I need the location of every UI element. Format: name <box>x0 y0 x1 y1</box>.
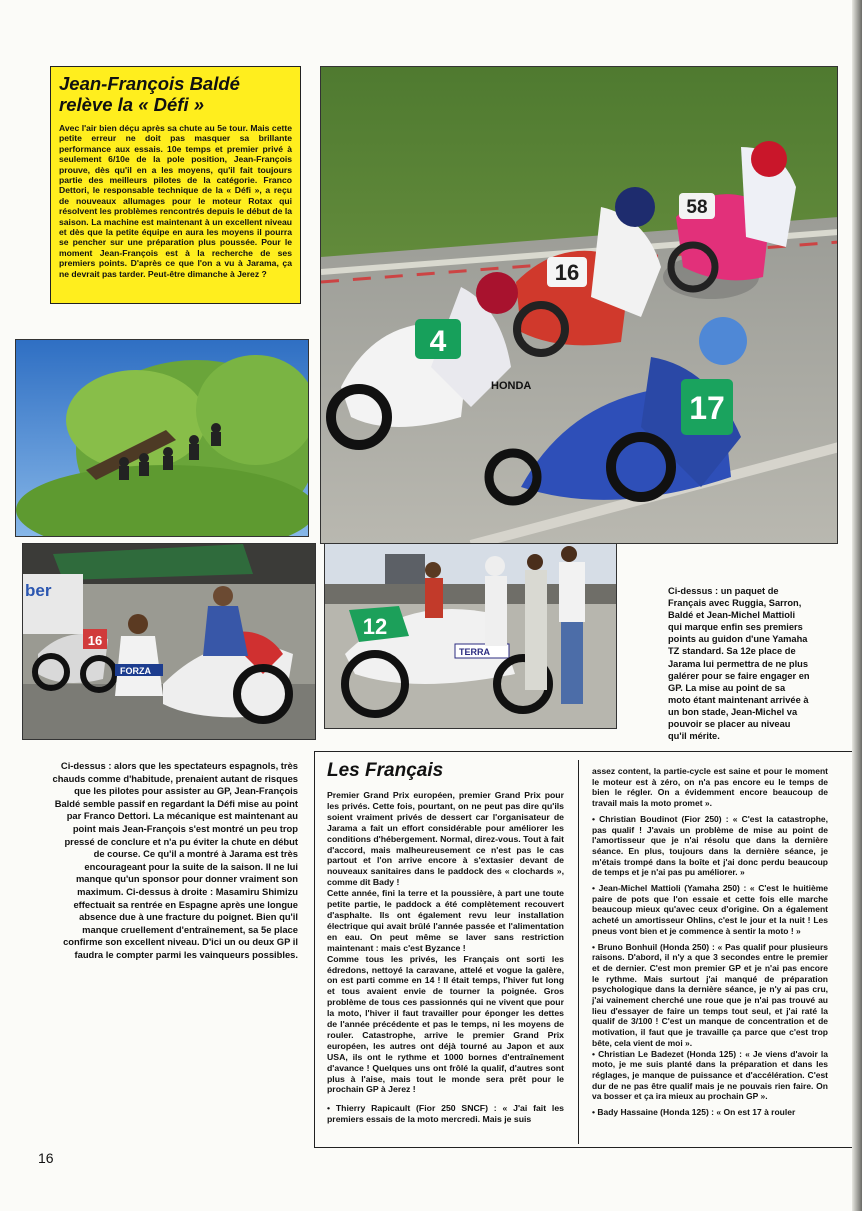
pit-photo-defi-image <box>23 544 316 740</box>
article-divider <box>578 760 579 1144</box>
sidebar-title-line1: Jean-François Baldé <box>59 73 240 94</box>
pit-sign-forza: FORZA <box>120 666 151 676</box>
article-col2-para-1: assez content, la partie-cycle est saine et pour le moment le moteur est à zéro, on n'a pas encore eu le temps de bien le régler. On a évidemment encore beaucoup de travail mais la moto promet ». <box>592 766 828 809</box>
pit-number-16: 16 <box>87 633 103 648</box>
caption-left: Ci-dessus : alors que les spectateurs espagnols, très chauds comme d'habitude, prenaient autant de risques que les pilotes pour assister au GP, Jean-François Baldé semble passif en regardant la Défi mise au point par Franco Dettori. La mécanique est maintenant au point mais Jean-François s'est montré un peu trop pressé de conclure et n'a pu éviter la chute en début de course. Ce qu'il a montré à Jarama est très encourageant pour la suite de la saison. Il ne lui manque qu'un sponsor pour donner vraiment son maximum. Ci-dessus à droite : Masamiru Shimizu effectuait sa rentrée en Espagne après une longue absence due à une fracture du poignet. Bien qu'il manque cruellement d'entraînement, sa 5e place confirme son excellent niveau. D'ici un ou deux GP il faudra le compter parmi les vainqueurs possibles. <box>52 760 298 960</box>
race-number-58: 58 <box>686 197 708 218</box>
article-col1-para-2: Cette année, fini la terre et la poussière, à part une toute petite partie, le paddock a été complètement recouvert d'asphalte. Ils ont également revu leur installation électrique qui avait brûlé l'année passée et l'alimentation en eau. On peut même se laver sans restriction maintenant : mais c'est Byzance ! <box>327 888 564 953</box>
article-col2-para-4: • Bruno Bonhuil (Honda 250) : « Pas qualif pour plusieurs raisons. D'abord, il n'y a que 3 secondes entre le premier et de dernier. C'est mon premier GP et je n'ai pas encore le rythme. Mais surtout j'ai manqué de préparation psychologique dans la dernière séance, je n'y ai pas cru, j'ai vainement cherché une roue que je n'ai pas trouvé au lieu d'essayer de faire un temps tout seul, et j'ai raté la qualif de 3/100 ! C'est un manque de concentration et de motivation, il faut que je travaille ça parce que c'est trop bête, cela vient de moi ». <box>592 941 828 1048</box>
race-number-16: 16 <box>554 260 580 285</box>
race-photo-image <box>321 67 838 544</box>
pit-sign-ber: ber <box>25 581 52 600</box>
article-col2-para-3: • Jean-Michel Mattioli (Yamaha 250) : « C'est le huitième paire de pots que l'on essaie et cette fois elle marche beaucoup mieux qu'avec ceux d'origine. On a également acheté un amortisseur Ohlins, c'est le jour et la nuit ! Les pneus vont bien et je commence à sentir la moto ! » <box>592 883 828 936</box>
sidebar-text: Avec l'air bien déçu après sa chute au 5e tour. Mais cette petite erreur ne doit pas masquer sa brillante performance aux essais. 10e temps et premier privé à seulement 6/10e de la pole position, Jean-François prouve, dès qu'il en a les moyens, qu'il fait toujours partie des meilleurs pilotes de la catégorie. Franco Dettori, le responsable technique de la « Défi », a reçu de nouveaux allumages pour le moteur Rotax qui résolvent les problèmes rencontrés depuis le début de la saison. La machine est maintenant à un excellent niveau et dès que la petite équipe en aura les moyens il pourra se pencher sur une préparation plus poussée. Pour le moment Jean-François est à la recherche de ses premiers points. D'après ce que l'on a vu à Jarama, ça ne devrait pas tarder. Peut-être dimanche à Jerez ? <box>59 123 292 279</box>
race-sponsor-honda: HONDA <box>491 380 532 392</box>
sidebar-box <box>50 66 301 304</box>
race-photo <box>320 66 838 544</box>
pit-photo-shimizu-image <box>325 544 617 729</box>
pit-number-12: 12 <box>362 614 388 639</box>
article-col2-para-5: • Christian Le Badezet (Honda 125) : « Je viens d'avoir la moto, je me suis planté dans la préparation et dans les réglages, je manque de puissance et d'accélération. C'est dur de ne pas être qualif mais je ne pouvais rien faire. On va bosser et ça ira mieux au prochain GP ». <box>592 1048 828 1102</box>
pit-photo-shimizu <box>324 543 617 729</box>
page-number: 16 <box>38 1150 54 1166</box>
article-col1-para-1: Premier Grand Prix européen, premier Grand Prix pour les privés. Cette fois, pourtant, on ne peut pas dire qu'ils soient vraiment privés de dessert car l'organisateur de Jarama a fait un effort considérable pour améliorer les conditions d'hébergement. Normal, direz-vous. Tout à fait d'accord, mais malheureusement ce n'est pas le cas partout et l'on arrive encore à s'extasier devant de nouveaux sanitaires dans le paddock des « clochards », comme dit Bady ! <box>327 790 564 888</box>
pit-photo-defi <box>22 543 316 740</box>
sidebar-title <box>51 67 300 115</box>
article-col2-para-6: • Bady Hassaine (Honda 125) : « On est 17 à rouler <box>592 1107 796 1118</box>
race-number-4: 4 <box>429 325 447 358</box>
article-col1 <box>327 760 564 1125</box>
pit-sign-terra: TERRA <box>459 647 490 657</box>
caption-right: Ci-dessus : un paquet de Français avec Ruggia, Sarron, Baldé et Jean-Michel Mattioli qui marque enfin ses premiers points au guidon d'une Yamaha TZ standard. Sa 12e place de Jarama lui permettra de ne plus galérer pour se faire engager en GP. La mise au point de sa moto étant maintenant arrivée à un bon stade, Jean-Michel va pouvoir se placer au niveau qu'il mérite. <box>668 586 810 742</box>
spectators-tree-photo <box>15 339 309 537</box>
article-col1-para-4: • Thierry Rapicault (Fior 250 SNCF) : « J'ai fait les premiers essais de la moto mercredi. Mais je suis <box>327 1103 564 1125</box>
sidebar-title-line2: relève la « Défi » <box>59 94 205 115</box>
spectators-tree-image <box>16 340 309 537</box>
article-col2 <box>592 766 828 1118</box>
race-number-17: 17 <box>689 390 725 426</box>
page-edge-shadow <box>852 0 862 1211</box>
article-col2-para-2: • Christian Boudinot (Fior 250) : « C'est la catastrophe, pas qualif ! J'avais un problème de mise au point de l'amortisseur que je n'ai résolu que dans la dernière séance. En plus, toujours dans la dernière séance, je m'étais trompé dans la boîte et j'ai donc perdu beaucoup de temps et je n'ai pas pu améliorer. » <box>592 813 828 878</box>
article-title: Les Français <box>327 760 444 781</box>
article-col1-para-3: Comme tous les privés, les Français ont sorti les édredons, nettoyé la caravane, attelé et vogue la galère, on est parti comme en 14 ! Il était temps, l'hiver fut long et tous avaient envie de tourner la poignée. Gros problème de tous ces passionnés qui ne vivent que pour la moto, l'hiver il faut travailler pour éponger les dettes de l'année précédente et pas le temps, ni les moyens de rouler. Catastrophe, arrive le premier Grand Prix européen, les autres ont déjà tourné au Japon et aux USA, ils ont le rythme et 1000 bornes d'entraînement d'avance ! Quelques uns ont frôlé la qualif, d'autres sont plus à l'aise, mais tout le monde sera prêt pour le prochain GP à Jerez ! <box>327 953 564 1095</box>
